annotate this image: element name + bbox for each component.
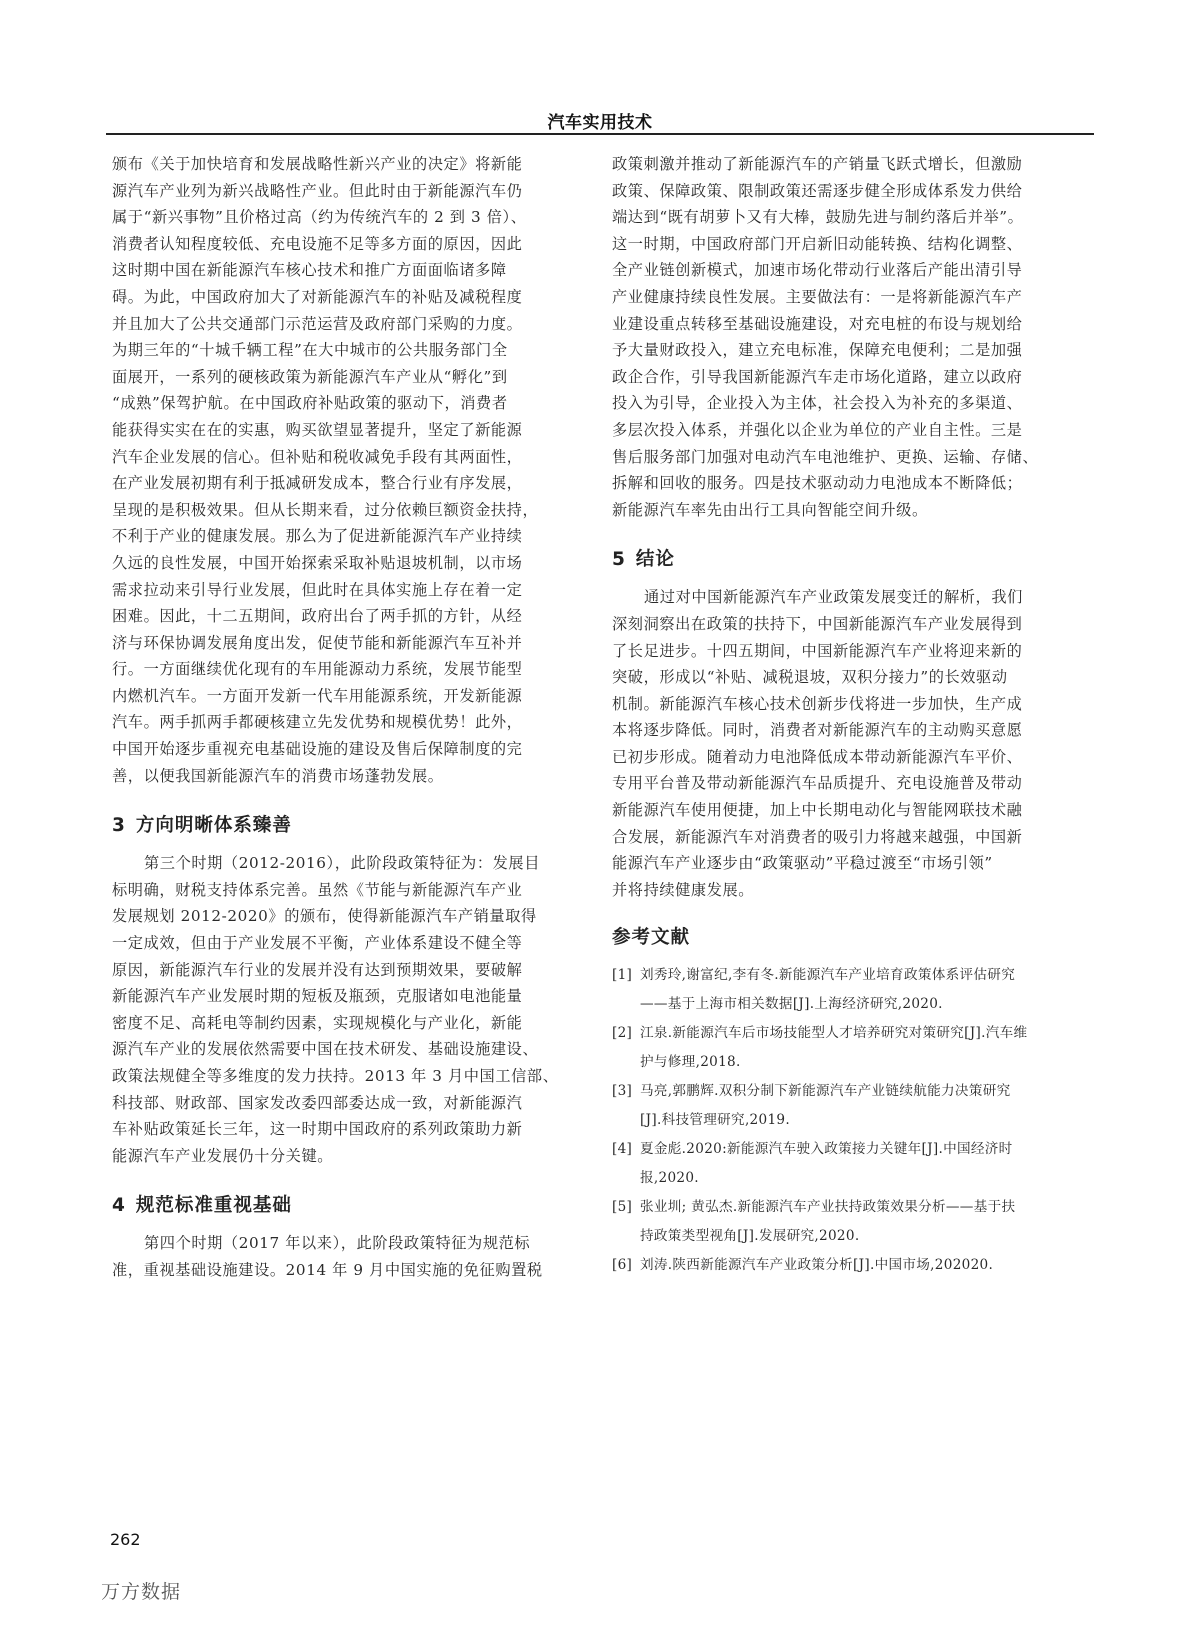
- text-line: 准，重视基础设施建设。2014 年 9 月中国实施的免征购置税: [112, 1260, 543, 1279]
- text-line: 源汽车产业列为新兴战略性产业。但此时由于新能源汽车仍: [112, 181, 523, 200]
- text-line: 政策法规健全等多维度的发力扶持。2013 年 3 月中国工信部、: [112, 1067, 559, 1085]
- reference-number: [2]: [612, 1025, 633, 1042]
- section-heading-3: [112, 813, 590, 839]
- text-line: 内燃机汽车。一方面开发新一代车用能源系统，开发新能源: [112, 686, 523, 705]
- text-line: 能源汽车产业逐步由“政策驱动”平稳过渡至“市场引领”: [612, 854, 993, 873]
- text-line: 汽车企业发展的信心。但补贴和税收减免手段有其两面性，: [112, 447, 523, 466]
- reference-item: [612, 1077, 1088, 1135]
- text-line: 本将逐步降低。同时，消费者对新能源汽车的主动购买意愿: [612, 721, 1023, 740]
- text-line: 这时期中国在新能源汽车核心技术和推广方面面临诸多障: [112, 261, 507, 280]
- text-line: 专用平台普及带动新能源汽车品质提升、充电设施普及带动: [612, 774, 1023, 793]
- section-heading-4: [112, 1193, 590, 1219]
- text-line: 消费者认知程度较低、充电设施不足等多方面的原因，因此: [112, 234, 523, 253]
- section-number: 4: [112, 1195, 126, 1217]
- references-heading: 参考文献: [612, 927, 691, 949]
- body-paragraph: [112, 850, 590, 1169]
- reference-number: [1]: [612, 967, 633, 984]
- text-line: 科技部、财政部、国家发改委四部委达成一致，对新能源汽: [112, 1093, 523, 1112]
- text-line: 合发展，新能源汽车对消费者的吸引力将越来越强，中国新: [612, 827, 1023, 846]
- text-line: 发展规划 2012-2020》的颁布，使得新能源汽车产销量取得: [112, 907, 537, 926]
- text-line: 通过对中国新能源汽车产业政策发展变迁的解析，我们: [644, 588, 1023, 607]
- text-line: 久远的良性发展，中国开始探索采取补贴退坡机制，以市场: [112, 553, 523, 572]
- text-line: 属于“新兴事物”且价格过高（约为传统汽车的 2 到 3 倍）、: [112, 208, 527, 227]
- reference-text: 马亮,郭鹏辉.双积分制下新能源汽车产业链续航能力决策研究: [640, 1083, 1011, 1100]
- text-line: 能获得实实在在的实惠，购买欲望显著提升，坚定了新能源: [112, 420, 523, 439]
- reference-item: [612, 1019, 1088, 1077]
- body-paragraph: [112, 151, 590, 789]
- text-line: 予大量财政投入，建立充电标准，保障充电便利；二是加强: [612, 341, 1023, 360]
- text-line: 不利于产业的健康发展。那么为了促进新能源汽车产业持续: [112, 527, 523, 546]
- reference-text: 报,2020.: [640, 1170, 699, 1187]
- page-number: 262: [110, 1530, 141, 1549]
- text-line: 面展开，一系列的硬核政策为新能源汽车产业从“孵化”到: [112, 367, 508, 386]
- section-number: 5: [612, 549, 626, 571]
- text-line: 善，以便我国新能源汽车的消费市场蓬勃发展。: [112, 766, 444, 785]
- text-line: 呈现的是积极效果。但从长期来看，过分依赖巨额资金扶持，: [112, 500, 539, 519]
- reference-item: [612, 1135, 1088, 1193]
- text-line: 突破，形成以“补贴、减税退坡，双积分接力”的长效驱动: [612, 668, 1008, 687]
- text-line: 为期三年的“十城千辆工程”在大中城市的公共服务部门全: [112, 341, 508, 360]
- text-line: 源汽车产业的发展依然需要中国在技术研发、基础设施建设、: [112, 1040, 539, 1059]
- text-line: 并且加大了公共交通部门示范运营及政府部门采购的力度。: [112, 314, 523, 333]
- text-line: 一定成效，但由于产业发展不平衡，产业体系建设不健全等: [112, 934, 523, 953]
- header-rule: [106, 133, 1094, 135]
- journal-title: 汽车实用技术: [547, 113, 653, 133]
- text-line: 密度不足、高耗电等制约因素，实现规模化与产业化，新能: [112, 1013, 523, 1032]
- reference-number: [3]: [612, 1083, 633, 1100]
- text-line: 需求拉动来引导行业发展，但此时在具体实施上存在着一定: [112, 580, 523, 599]
- text-line: 中国开始逐步重视充电基础设施的建设及售后保障制度的完: [112, 740, 523, 759]
- reference-item: [612, 1251, 1088, 1280]
- text-line: 第四个时期（2017 年以来），此阶段政策特征为规范标: [144, 1234, 531, 1253]
- text-line: 并将持续健康发展。: [612, 880, 755, 899]
- text-line: 投入为引导，企业投入为主体，社会投入为补充的多渠道、: [612, 394, 1023, 413]
- section-title: 方向明晰体系臻善: [135, 815, 292, 837]
- text-line: 多层次投入体系，并强化以企业为单位的产业自主性。三是: [612, 420, 1023, 439]
- section-heading-5: [612, 547, 1088, 573]
- text-line: 全产业链创新模式，加速市场化带动行业落后产能出清引导: [612, 261, 1023, 280]
- text-line: 新能源汽车率先由出行工具向智能空间升级。: [612, 500, 928, 519]
- reference-item: [612, 961, 1088, 1019]
- reference-text: 江泉.新能源汽车后市场技能型人才培养研究对策研究[J].汽车维: [640, 1025, 1028, 1042]
- text-line: 碍。为此，中国政府加大了对新能源汽车的补贴及减税程度: [112, 287, 523, 306]
- section-title: 规范标准重视基础: [135, 1195, 292, 1217]
- reference-text: ——基于上海市相关数据[J].上海经济研究,2020.: [640, 996, 943, 1013]
- reference-list: [612, 961, 1088, 1280]
- text-line: 政企合作，引导我国新能源汽车走市场化道路，建立以政府: [612, 367, 1023, 386]
- text-line: 济与环保协调发展角度出发，促使节能和新能源汽车互补并: [112, 633, 523, 652]
- reference-item: [612, 1193, 1088, 1251]
- text-line: 原因，新能源汽车行业的发展并没有达到预期效果，要破解: [112, 960, 523, 979]
- text-line: 困难。因此，十二五期间，政府出台了两手抓的方针，从经: [112, 607, 523, 626]
- text-line: 标明确，财税支持体系完善。虽然《节能与新能源汽车产业: [112, 880, 523, 899]
- watermark: 万方数据: [101, 1581, 182, 1603]
- reference-text: 张业圳; 黄弘杰.新能源汽车产业扶持政策效果分析——基于扶: [640, 1199, 1016, 1216]
- left-column: [112, 151, 590, 1284]
- text-line: 业建设重点转移至基础设施建设，对充电桩的布设与规划给: [612, 314, 1023, 333]
- text-line: 深刻洞察出在政策的扶持下，中国新能源汽车产业发展得到: [612, 614, 1023, 633]
- reference-number: [5]: [612, 1199, 633, 1216]
- body-paragraph: [612, 151, 1088, 523]
- text-line: 行。一方面继续优化现有的车用能源动力系统，发展节能型: [112, 660, 523, 679]
- body-paragraph: [612, 584, 1088, 903]
- text-line: 拆解和回收的服务。四是技术驱动动力电池成本不断降低；: [612, 474, 1023, 493]
- text-line: 汽车。两手抓两手都硬核建立先发优势和规模优势！此外，: [112, 713, 523, 732]
- reference-text: 刘涛.陕西新能源汽车产业政策分析[J].中国市场,202020.: [640, 1257, 994, 1274]
- reference-number: [4]: [612, 1141, 633, 1158]
- text-line: 能源汽车产业发展仍十分关键。: [112, 1146, 334, 1165]
- text-line: 在产业发展初期有利于抵减研发成本，整合行业有序发展，: [112, 474, 523, 493]
- section-title: 结论: [635, 549, 675, 571]
- text-line: 售后服务部门加强对电动汽车电池维护、更换、运输、存储、: [612, 447, 1039, 466]
- section-number: 3: [112, 815, 126, 837]
- reference-text: 刘秀玲,谢富纪,李有冬.新能源汽车产业培育政策体系评估研究: [640, 967, 1016, 984]
- text-line: “成熟”保驾护航。在中国政府补贴政策的驱动下，消费者: [112, 394, 508, 413]
- text-line: 政策刺激并推动了新能源汽车的产销量飞跃式增长，但激励: [612, 155, 1023, 173]
- reference-number: [6]: [612, 1257, 633, 1274]
- text-line: 了长足进步。十四五期间，中国新能源汽车产业将迎来新的: [612, 641, 1023, 660]
- text-line: 这一时期，中国政府部门开启新旧动能转换、结构化调整、: [612, 234, 1023, 253]
- text-line: 颁布《关于加快培育和发展战略性新兴产业的决定》将新能: [112, 155, 523, 173]
- text-line: 端达到“既有胡萝卜又有大棒，鼓励先进与制约落后并举”。: [612, 208, 1024, 227]
- text-line: 车补贴政策延长三年，这一时期中国政府的系列政策助力新: [112, 1120, 523, 1139]
- reference-text: 夏金彪.2020:新能源汽车驶入政策接力关键年[J].中国经济时: [640, 1141, 1013, 1158]
- text-line: 产业健康持续良性发展。主要做法有：一是将新能源汽车产: [612, 287, 1023, 306]
- right-column: [612, 151, 1088, 1280]
- reference-text: 护与修理,2018.: [640, 1054, 741, 1071]
- text-line: 已初步形成。随着动力电池降低成本带动新能源汽车平价、: [612, 747, 1023, 766]
- text-line: 机制。新能源汽车核心技术创新步伐将进一步加快，生产成: [612, 694, 1023, 713]
- reference-text: 持政策类型视角[J].发展研究,2020.: [640, 1228, 860, 1245]
- text-line: 第三个时期（2012-2016），此阶段政策特征为：发展目: [144, 854, 540, 873]
- text-line: 新能源汽车产业发展时期的短板及瓶颈，克服诸如电池能量: [112, 987, 523, 1006]
- reference-text: [J].科技管理研究,2019.: [640, 1112, 790, 1129]
- text-line: 新能源汽车使用便捷，加上中长期电动化与智能网联技术融: [612, 801, 1023, 820]
- body-paragraph: [112, 1230, 590, 1283]
- text-line: 政策、保障政策、限制政策还需逐步健全形成体系发力供给: [612, 181, 1023, 200]
